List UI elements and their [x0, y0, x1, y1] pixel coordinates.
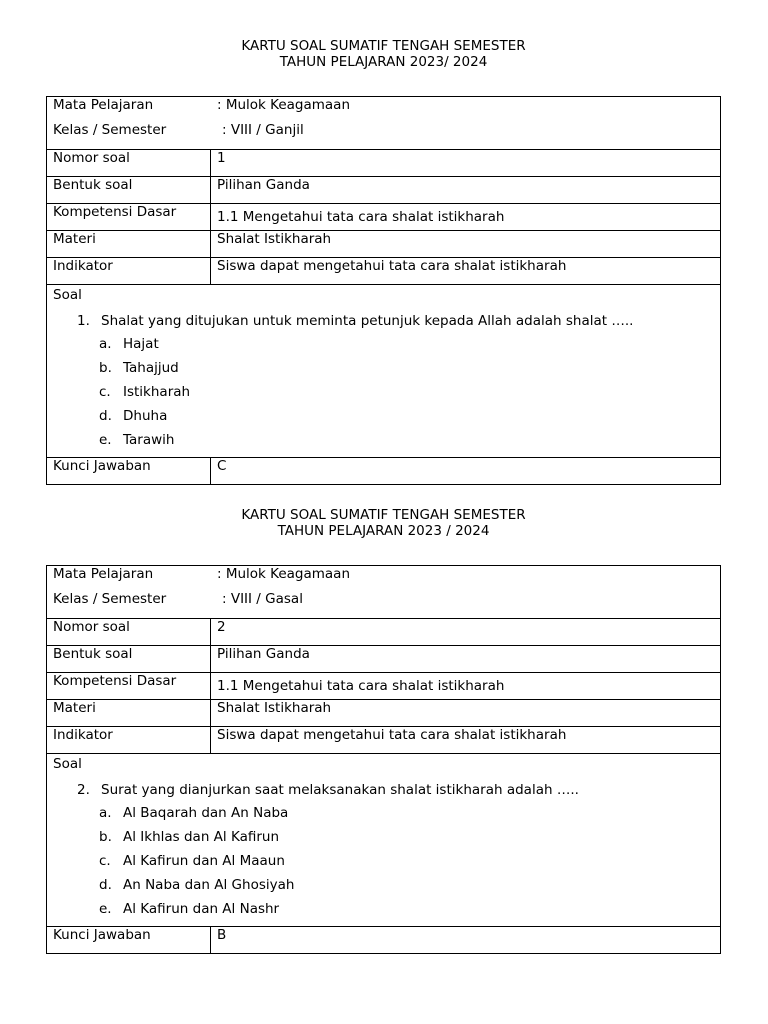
indicator-label: Indikator [47, 727, 211, 753]
answer-key-value: B [217, 927, 227, 943]
indicator-value: Siswa dapat mengetahui tata cara shalat istikharah [217, 258, 567, 274]
option-text: Al Kafirun dan Al Nashr [123, 901, 280, 917]
answer-option [99, 384, 190, 408]
answer-option [99, 360, 190, 384]
question-number: 1. [77, 313, 90, 329]
competency-value: 1.1 Mengetahui tata cara shalat istikharah [217, 209, 505, 225]
answer-option [99, 901, 294, 925]
question-number-value: 1 [217, 150, 226, 166]
question-number-value: 2 [217, 619, 226, 635]
question-number-label: Nomor soal [47, 619, 211, 645]
answer-key-label: Kunci Jawaban [47, 458, 211, 484]
question-section-label: Soal [53, 756, 82, 772]
subject-value: : Mulok Keagamaan [217, 566, 351, 582]
header-row [47, 97, 720, 149]
question-type-row [47, 645, 720, 672]
material-value: Shalat Istikharah [217, 231, 332, 247]
answer-option [99, 853, 294, 877]
indicator-row [47, 726, 720, 753]
option-letter: c. [99, 853, 111, 869]
answer-option [99, 805, 294, 829]
question-table [46, 96, 721, 485]
card-title-line-2: TAHUN PELAJARAN 2023/ 2024 [279, 54, 488, 70]
question-text-line [77, 313, 633, 329]
option-text: Tarawih [123, 432, 175, 448]
option-letter: a. [99, 805, 112, 821]
option-letter: e. [99, 432, 112, 448]
indicator-row [47, 257, 720, 284]
header-row [47, 566, 720, 618]
option-letter: b. [99, 829, 112, 845]
option-text: Tahajjud [123, 360, 179, 376]
option-letter: a. [99, 336, 112, 352]
answer-key-value: C [217, 458, 227, 474]
question-type-value: Pilihan Ganda [217, 177, 310, 193]
subject-line [53, 566, 350, 582]
class-semester-value: : VIII / Gasal [222, 591, 303, 607]
subject-label: Mata Pelajaran [53, 97, 154, 113]
competency-row [47, 203, 720, 230]
question-type-value: Pilihan Ganda [217, 646, 310, 662]
option-text: Dhuha [123, 408, 168, 424]
question-number-row [47, 149, 720, 176]
answer-options [99, 336, 190, 456]
class-semester-label: Kelas / Semester [53, 591, 167, 607]
competency-value: 1.1 Mengetahui tata cara shalat istikharah [217, 678, 505, 694]
material-row [47, 230, 720, 257]
option-letter: b. [99, 360, 112, 376]
class-semester-value: : VIII / Ganjil [222, 122, 304, 138]
question-card-2 [46, 507, 721, 954]
class-semester-line [53, 122, 304, 138]
material-value: Shalat Istikharah [217, 700, 332, 716]
competency-label: Kompetensi Dasar [47, 673, 211, 699]
indicator-value: Siswa dapat mengetahui tata cara shalat istikharah [217, 727, 567, 743]
competency-label: Kompetensi Dasar [47, 204, 211, 230]
option-letter: d. [99, 408, 112, 424]
question-type-label: Bentuk soal [47, 646, 211, 672]
question-row [47, 753, 720, 926]
question-row [47, 284, 720, 457]
option-text: Al Baqarah dan An Naba [123, 805, 289, 821]
answer-option [99, 408, 190, 432]
card-title [46, 507, 721, 539]
card-title-line-2: TAHUN PELAJARAN 2023 / 2024 [277, 523, 490, 539]
answer-key-row [47, 926, 720, 953]
question-type-label: Bentuk soal [47, 177, 211, 203]
subject-label: Mata Pelajaran [53, 566, 154, 582]
question-number-label: Nomor soal [47, 150, 211, 176]
answer-option [99, 877, 294, 901]
indicator-label: Indikator [47, 258, 211, 284]
answer-key-row [47, 457, 720, 484]
question-table [46, 565, 721, 954]
option-text: Al Kafirun dan Al Maaun [123, 853, 285, 869]
answer-option [99, 336, 190, 360]
option-text: Al Ikhlas dan Al Kafirun [123, 829, 280, 845]
option-letter: d. [99, 877, 112, 893]
option-text: An Naba dan Al Ghosiyah [123, 877, 295, 893]
card-title-line-1: KARTU SOAL SUMATIF TENGAH SEMESTER [241, 507, 526, 523]
answer-option [99, 432, 190, 456]
material-label: Materi [47, 231, 211, 257]
question-type-row [47, 176, 720, 203]
competency-row [47, 672, 720, 699]
question-text: Surat yang dianjurkan saat melaksanakan shalat istikharah adalah ….. [101, 782, 579, 798]
question-number-row [47, 618, 720, 645]
answer-key-label: Kunci Jawaban [47, 927, 211, 953]
question-card-1 [46, 38, 721, 485]
option-letter: e. [99, 901, 112, 917]
material-label: Materi [47, 700, 211, 726]
question-text: Shalat yang ditujukan untuk meminta petunjuk kepada Allah adalah shalat ….. [101, 313, 634, 329]
option-letter: c. [99, 384, 111, 400]
question-number: 2. [77, 782, 90, 798]
card-title [46, 38, 721, 70]
subject-line [53, 97, 350, 113]
subject-value: : Mulok Keagamaan [217, 97, 351, 113]
material-row [47, 699, 720, 726]
option-text: Hajat [123, 336, 159, 352]
answer-option [99, 829, 294, 853]
card-title-line-1: KARTU SOAL SUMATIF TENGAH SEMESTER [241, 38, 526, 54]
question-text-line [77, 782, 579, 798]
option-text: Istikharah [123, 384, 191, 400]
class-semester-line [53, 591, 303, 607]
question-section-label: Soal [53, 287, 82, 303]
answer-options [99, 805, 294, 925]
class-semester-label: Kelas / Semester [53, 122, 167, 138]
